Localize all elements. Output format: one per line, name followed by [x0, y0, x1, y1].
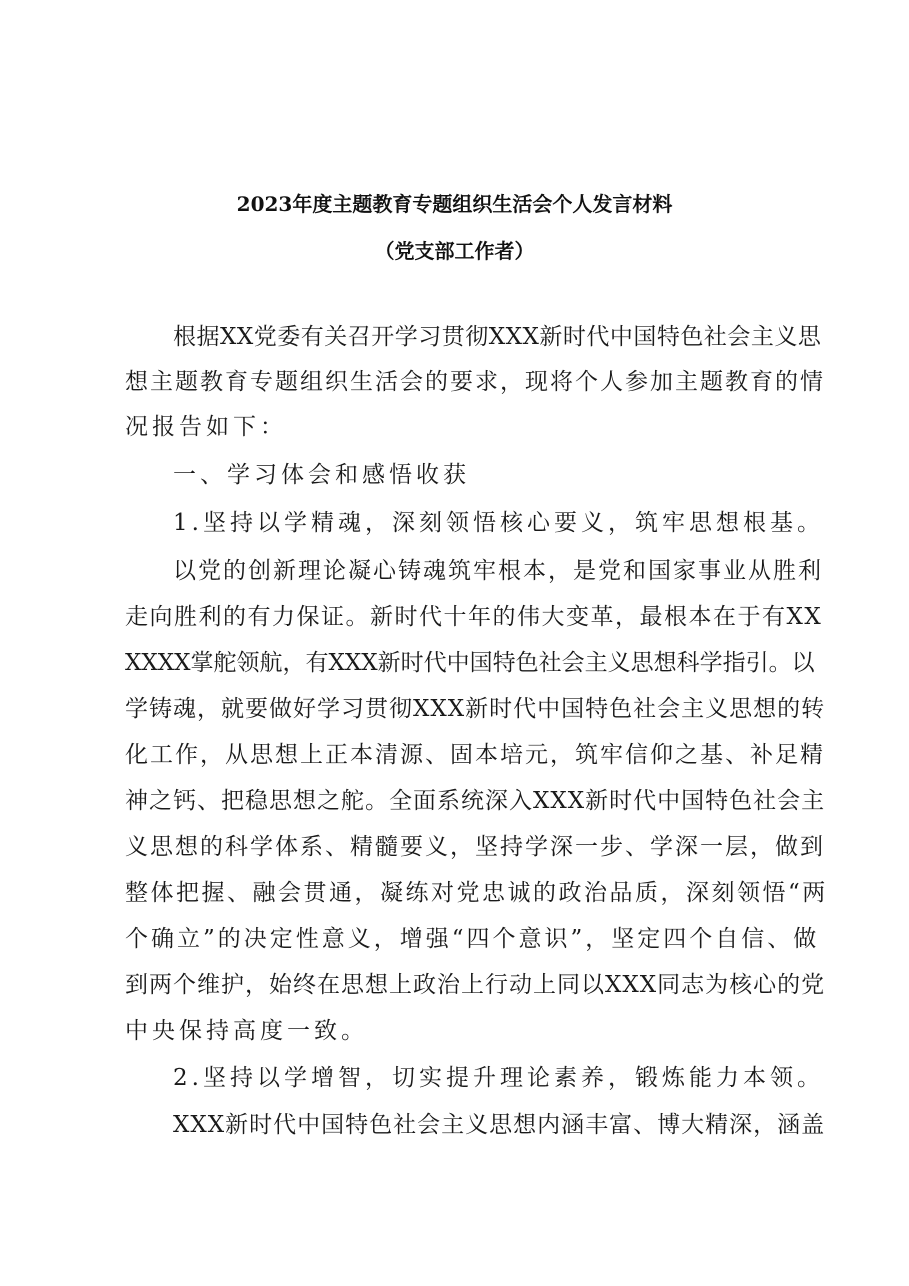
- paragraph-line: XXX新时代中国特色社会主义思想内涵丰富、博大精深，涵盖: [173, 1112, 826, 1138]
- paragraph-line: 神之钙、把稳思想之舵。全面系统深入XXX新时代中国特色社会主: [125, 788, 826, 814]
- paragraph-line: 根据XX党委有关召开学习贯彻XXX新时代中国特色社会主义思: [173, 324, 822, 350]
- paragraph-line: XXXX掌舵领航，有XXX新时代中国特色社会主义思想科学指引。以: [125, 650, 815, 676]
- paragraph-line: 个确立”的决定性意义，增强“四个意识”，坚定四个自信、做: [125, 926, 820, 952]
- section-heading: 一、学习体会和感悟收获: [173, 462, 470, 488]
- paragraph-line: 以党的创新理论凝心铸魂筑牢根本，是党和国家事业从胜利: [173, 558, 823, 584]
- document-subtitle: （党支部工作者）: [374, 239, 535, 263]
- paragraph-line: 想主题教育专题组织生活会的要求，现将个人参加主题教育的情: [125, 369, 825, 395]
- subsection-heading: 2.坚持以学增智，切实提升理论素养，锻炼能力本领。: [173, 1065, 824, 1091]
- paragraph-line: 中央保持高度一致。: [125, 1018, 368, 1044]
- paragraph-line: 到两个维护，始终在思想上政治上行动上同以XXX同志为核心的党: [125, 972, 826, 998]
- paragraph-line: 况报告如下：: [125, 414, 287, 440]
- paragraph-line: 化工作，从思想上正本清源、固本培元，筑牢信仰之基、补足精: [125, 742, 825, 768]
- paragraph-line: 走向胜利的有力保证。新时代十年的伟大变革，最根本在于有XX: [125, 604, 823, 630]
- paragraph-line: 学铸魂，就要做好学习贯彻XXX新时代中国特色社会主义思想的转: [125, 696, 826, 722]
- subsection-heading: 1.坚持以学精魂，深刻领悟核心要义，筑牢思想根基。: [173, 510, 824, 536]
- document-title: 2023年度主题教育专题组织生活会个人发言材料: [236, 192, 673, 216]
- paragraph-line: 义思想的科学体系、精髓要义，坚持学深一步、学深一层，做到: [125, 834, 825, 860]
- paragraph-line: 整体把握、融会贯通，凝练对党忠诚的政治品质，深刻领悟“两: [125, 880, 828, 906]
